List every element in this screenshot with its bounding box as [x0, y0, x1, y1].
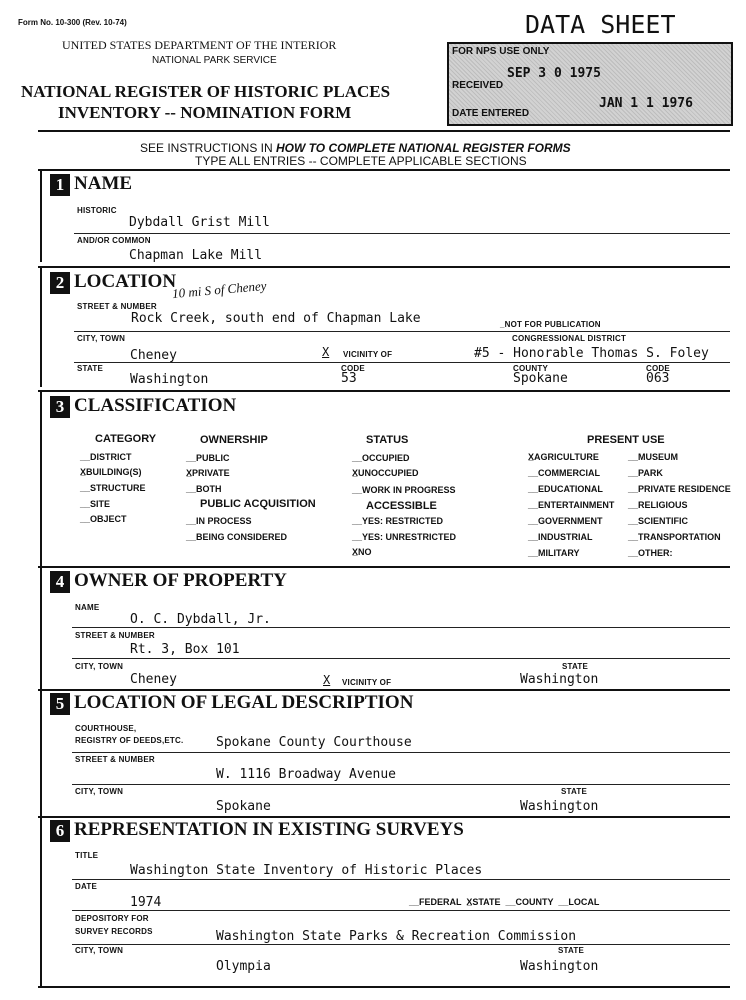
- category-object: __OBJECT: [80, 514, 127, 524]
- use-museum: __MUSEUM: [628, 452, 679, 462]
- field-rule: [72, 752, 730, 753]
- section-title-owner: OWNER OF PROPERTY: [74, 570, 287, 591]
- divider: [38, 169, 730, 171]
- owner-vicinity-label: VICINITY OF: [342, 678, 392, 687]
- received-label: RECEIVED: [452, 80, 504, 91]
- instructions-prefix: SEE INSTRUCTIONS IN: [140, 141, 277, 155]
- field-rule: [72, 784, 730, 785]
- public-acquisition-heading: PUBLIC ACQUISITION: [200, 498, 316, 510]
- use-military: __MILITARY: [528, 548, 580, 558]
- survey-title-value: Washington State Inventory of Historic Places: [130, 863, 483, 878]
- use-park: __PARK: [628, 468, 663, 478]
- form-title-line1: NATIONAL REGISTER OF HISTORIC PLACES: [21, 82, 391, 101]
- owner-state-label: STATE: [562, 662, 589, 671]
- state-label: STATE: [77, 364, 104, 373]
- survey-date-value: 1974: [130, 895, 162, 910]
- survey-state-value: Washington: [520, 959, 599, 974]
- ownership-both: __BOTH: [186, 484, 222, 494]
- category-site: __SITE: [80, 499, 111, 509]
- registry-label: REGISTRY OF DEEDS,ETC.: [75, 736, 184, 745]
- accessible-restricted: __YES: RESTRICTED: [352, 516, 444, 526]
- owner-city-value: Cheney: [130, 672, 177, 687]
- owner-name-value: O. C. Dybdall, Jr.: [130, 612, 271, 627]
- category-heading: CATEGORY: [95, 433, 157, 445]
- use-religious: __RELIGIOUS: [628, 500, 688, 510]
- section-number-6: 6: [50, 820, 70, 842]
- use-other: __OTHER:: [628, 548, 673, 558]
- status-occupied: __OCCUPIED: [352, 453, 410, 463]
- nps-use-only-box: [447, 42, 733, 126]
- category-building: X̲BUILDING(S): [80, 467, 142, 477]
- street-value: Rock Creek, south end of Chapman Lake: [131, 311, 421, 326]
- section-divider: [38, 266, 730, 268]
- depository-value: Washington State Parks & Recreation Commission: [216, 929, 577, 944]
- divider: [38, 130, 730, 132]
- survey-title-label: TITLE: [75, 851, 99, 860]
- legal-state-label: STATE: [561, 787, 588, 796]
- accessible-heading: ACCESSIBLE: [366, 500, 437, 512]
- vicinity-label: VICINITY OF: [343, 350, 393, 359]
- section-title-name: NAME: [74, 173, 133, 194]
- use-industrial: __INDUSTRIAL: [528, 532, 593, 542]
- date-entered-stamp: JAN 1 1 1976: [599, 96, 693, 111]
- street-label: STREET & NUMBER: [77, 302, 157, 311]
- survey-city-value: Olympia: [216, 959, 271, 974]
- department-name: UNITED STATES DEPARTMENT OF THE INTERIOR: [62, 38, 337, 52]
- section-divider: [38, 986, 730, 988]
- instructions-line2: TYPE ALL ENTRIES -- COMPLETE APPLICABLE SECTIONS: [195, 154, 527, 168]
- acquisition-being-considered: __BEING CONSIDERED: [186, 532, 288, 542]
- field-rule: [72, 658, 730, 659]
- data-sheet-heading: DATA SHEET: [525, 10, 676, 39]
- legal-city-value: Spokane: [216, 799, 271, 814]
- section-border: [40, 567, 42, 689]
- owner-city-label: CITY, TOWN: [75, 662, 124, 671]
- county-code-label: CODE: [646, 364, 670, 373]
- present-use-heading: PRESENT USE: [587, 434, 665, 446]
- accessible-no: X̲NO: [352, 547, 372, 557]
- historic-name-value: Dybdall Grist Mill: [129, 215, 270, 230]
- survey-levels: __FEDERAL X̲STATE __COUNTY __LOCAL: [409, 897, 600, 907]
- legal-state-value: Washington: [520, 799, 599, 814]
- use-agriculture: X̲AGRICULTURE: [528, 452, 599, 462]
- ownership-heading: OWNERSHIP: [200, 434, 268, 446]
- congressional-district-label: CONGRESSIONAL DISTRICT: [512, 334, 627, 343]
- owner-name-label: NAME: [75, 603, 100, 612]
- not-for-publication: _NOT FOR PUBLICATION: [500, 320, 601, 329]
- survey-date-label: DATE: [75, 882, 97, 891]
- use-private-residence: __PRIVATE RESIDENCE: [628, 484, 731, 494]
- congressional-district-value: #5 - Honorable Thomas S. Foley: [474, 346, 709, 361]
- section-number-5: 5: [50, 693, 70, 715]
- section-border: [40, 267, 42, 387]
- section-divider: [38, 566, 730, 568]
- form-title-line2: INVENTORY -- NOMINATION FORM: [58, 103, 352, 122]
- ownership-private: X̲PRIVATE: [186, 468, 230, 478]
- depository-label-line1: DEPOSITORY FOR: [75, 914, 149, 923]
- field-rule: [74, 331, 730, 332]
- historic-label: HISTORIC: [77, 206, 117, 215]
- accessible-unrestricted: __YES: UNRESTRICTED: [352, 532, 457, 542]
- field-rule: [72, 910, 730, 911]
- use-educational: __EDUCATIONAL: [528, 484, 603, 494]
- courthouse-value: Spokane County Courthouse: [216, 735, 412, 750]
- county-label: COUNTY: [513, 364, 548, 373]
- use-entertainment: __ENTERTAINMENT: [528, 500, 615, 510]
- instructions-line1: [140, 141, 571, 155]
- owner-state-value: Washington: [520, 672, 599, 687]
- use-government: __GOVERNMENT: [528, 516, 603, 526]
- category-district: __DISTRICT: [80, 452, 132, 462]
- section-title-surveys: REPRESENTATION IN EXISTING SURVEYS: [74, 819, 464, 840]
- use-commercial: __COMMERCIAL: [528, 468, 601, 478]
- status-unoccupied: X̲UNOCCUPIED: [352, 468, 419, 478]
- county-value: Spokane: [513, 371, 568, 386]
- owner-street-value: Rt. 3, Box 101: [130, 642, 240, 657]
- courthouse-label: COURTHOUSE,: [75, 724, 137, 733]
- field-rule: [72, 627, 730, 628]
- vicinity-mark: X: [322, 345, 330, 359]
- section-title-legal: LOCATION OF LEGAL DESCRIPTION: [74, 692, 414, 713]
- handwritten-note: 10 mi S of Cheney: [171, 277, 268, 302]
- service-name: NATIONAL PARK SERVICE: [152, 55, 277, 66]
- county-code-value: 063: [646, 371, 670, 386]
- ownership-public: __PUBLIC: [186, 453, 230, 463]
- legal-street-label: STREET & NUMBER: [75, 755, 155, 764]
- survey-state-label: STATE: [558, 946, 585, 955]
- state-code-value: 53: [341, 371, 357, 386]
- section-border: [40, 817, 42, 987]
- received-date-stamp: SEP 3 0 1975: [507, 66, 601, 81]
- depository-label-line2: SURVEY RECORDS: [75, 927, 153, 936]
- form-number: Form No. 10-300 (Rev. 10-74): [18, 18, 127, 27]
- legal-street-value: W. 1116 Broadway Avenue: [216, 767, 397, 782]
- section-number-2: 2: [50, 272, 70, 294]
- field-rule: [74, 362, 730, 363]
- survey-city-label: CITY, TOWN: [75, 946, 124, 955]
- state-value: Washington: [130, 372, 209, 387]
- state-code-label: CODE: [341, 364, 365, 373]
- common-name-value: Chapman Lake Mill: [129, 248, 263, 263]
- section-title-location: LOCATION: [74, 271, 177, 292]
- use-transportation: __TRANSPORTATION: [628, 532, 721, 542]
- status-work-in-progress: __WORK IN PROGRESS: [352, 485, 456, 495]
- city-value: Cheney: [130, 348, 177, 363]
- field-rule: [72, 879, 730, 880]
- section-divider: [38, 816, 730, 818]
- section-border: [40, 170, 42, 262]
- section-number-3: 3: [50, 396, 70, 418]
- section-title-classification: CLASSIFICATION: [74, 395, 237, 416]
- section-divider: [38, 390, 730, 392]
- section-border: [40, 391, 42, 566]
- owner-vicinity-mark: X: [323, 673, 331, 687]
- section-border: [40, 690, 42, 816]
- owner-street-label: STREET & NUMBER: [75, 631, 155, 640]
- status-heading: STATUS: [366, 434, 409, 446]
- common-name-label: AND/OR COMMON: [77, 236, 151, 245]
- category-structure: __STRUCTURE: [80, 483, 146, 493]
- field-rule: [72, 944, 730, 945]
- use-scientific: __SCIENTIFIC: [628, 516, 689, 526]
- section-number-4: 4: [50, 571, 70, 593]
- field-rule: [74, 233, 730, 234]
- nps-box-heading: FOR NPS USE ONLY: [452, 46, 550, 57]
- legal-city-label: CITY, TOWN: [75, 787, 124, 796]
- section-divider: [38, 689, 730, 691]
- instructions-booklet-title: HOW TO COMPLETE NATIONAL REGISTER FORMS: [276, 141, 571, 155]
- city-label: CITY, TOWN: [77, 334, 126, 343]
- acquisition-in-process: __IN PROCESS: [186, 516, 252, 526]
- date-entered-label: DATE ENTERED: [452, 108, 530, 119]
- section-number-1: 1: [50, 174, 70, 196]
